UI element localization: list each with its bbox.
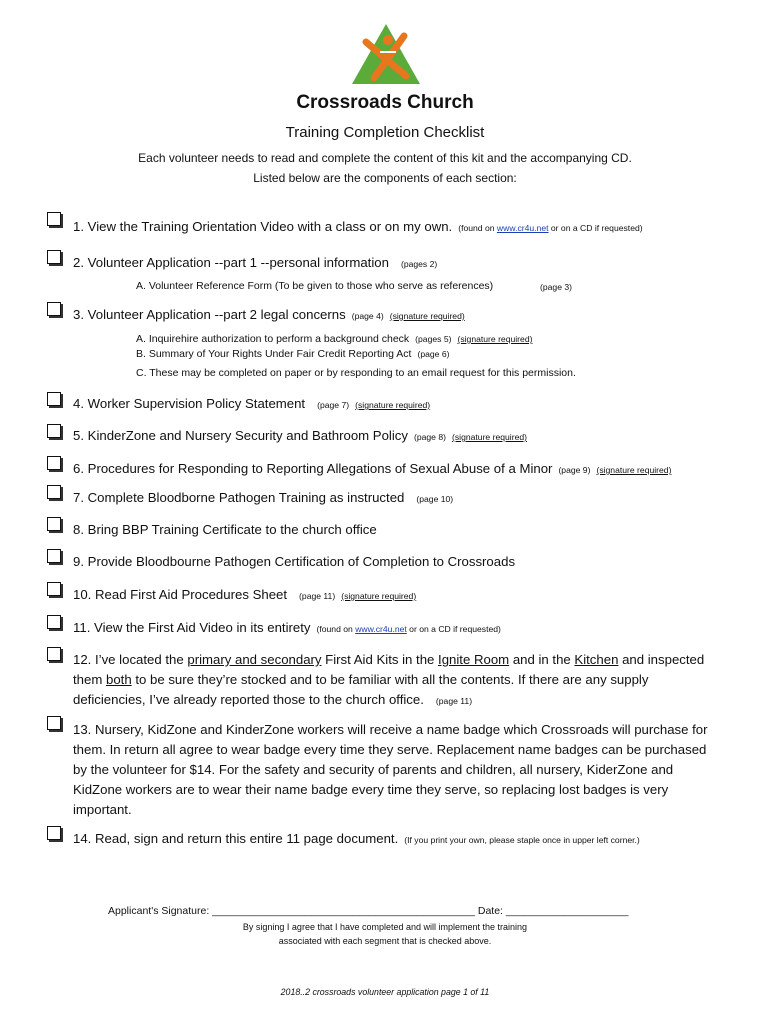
item-11-note-pre: (found on [316,624,356,634]
item-3-text: 3. Volunteer Application --part 2 legal concerns [73,307,346,322]
crossroads-logo [350,22,422,88]
checkbox-item-9[interactable] [47,549,61,563]
item-3-note: (page 4) [351,311,384,321]
applicant-signature-line[interactable]: _____________________________________________ [212,905,475,917]
page-footer: 2018..2 crossroads volunteer application page 1 of 11 [280,987,490,997]
item-10 [73,587,416,602]
item-12 [73,650,723,711]
item-1-link[interactable]: www.cr4u.net [496,223,549,233]
item-12-note: (page 11) [435,696,473,706]
checkbox-item-1[interactable] [47,212,61,226]
item-7-text: 7. Complete Bloodborne Pathogen Training as instructed [73,490,405,505]
checkbox-item-10[interactable] [47,582,61,596]
item-12-u3: Kitchen [574,652,619,667]
item-12-u2: Ignite Room [438,652,510,667]
item-4-req: (signature required) [355,400,431,410]
checkbox-item-11[interactable] [47,615,61,629]
item-2a: A. Volunteer Reference Form (To be given to those who serve as references) [136,280,494,292]
checkbox-item-4[interactable] [47,392,61,406]
intro-line-2: Listed below are the components of each section: [253,171,517,185]
item-7-note: (page 10) [416,494,454,504]
item-12-p5: to be sure they’re stocked and to be familiar with all the contents. If there are any supply deficiencies, I’ve already reported those to the church office. [73,672,649,707]
signature-row [108,905,629,917]
item-4 [73,396,430,411]
item-10-note: (page 11) [299,591,336,601]
page-subtitle: Training Completion Checklist [285,124,485,141]
item-13-text: 13. Nursery, KidZone and KinderZone workers will receive a name badge which Crossroads will purchase for them. In return all agree to wear badge every time they serve. Replacement name badges can be purchased by the volunteer for $14. For the safety and security of parents and children, all nursery, KiderZone and KidZone workers are to wear their name badge every time they serve, so replacing lost badges is very important. [73,722,708,817]
checkbox-item-5[interactable] [47,424,61,438]
item-5-text: 5. KinderZone and Nursery Security and Bathroom Policy [73,428,408,443]
item-11-text: 11. View the First Aid Video in its entirety [73,620,311,635]
checkbox-item-8[interactable] [47,517,61,531]
checkbox-item-12[interactable] [47,647,61,661]
item-6 [73,461,671,476]
item-3a [136,333,532,345]
intro-line-1: Each volunteer needs to read and complete the content of this kit and the accompanying CD. [138,151,632,165]
item-14 [73,831,640,846]
item-5 [73,428,527,443]
item-3 [73,307,465,322]
item-11-note-post: or on a CD if requested) [406,624,501,634]
item-2 [73,255,437,270]
item-3a-note: (pages 5) [415,334,452,344]
signature-note-1: By signing I agree that I have completed and will implement the training [242,922,528,932]
item-2-text: 2. Volunteer Application --part 1 --personal information [73,255,389,270]
item-8-text: 8. Bring BBP Training Certificate to the church office [73,522,377,537]
item-2a-note: (page 3) [540,282,573,292]
item-14-text: 14. Read, sign and return this entire 11 page document. [73,831,399,846]
item-4-note: (page 7) [317,400,350,410]
item-3b-text: B. Summary of Your Rights Under Fair Credit Reporting Act [136,348,412,360]
item-6-req: (signature required) [596,465,672,475]
checkbox-item-6[interactable] [47,456,61,470]
item-5-req: (signature required) [452,432,527,442]
item-5-note: (page 8) [413,432,446,442]
item-3b-note: (page 6) [417,349,450,359]
checkbox-item-7[interactable] [47,485,61,499]
item-12-u1: primary and secondary [187,652,322,667]
item-1-note-post: or on a CD if requested) [548,223,643,233]
item-10-text: 10. Read First Aid Procedures Sheet [73,587,288,602]
item-6-note: (page 9) [558,465,591,475]
signature-note-2: associated with each segment that is checked above. [278,936,492,946]
item-4-text: 4. Worker Supervision Policy Statement [73,396,306,411]
item-12-p3: and in the [509,652,575,667]
page-title: Crossroads Church [296,92,474,113]
date-label: Date: [474,905,506,917]
item-14-note: (If you print your own, please staple once in upper left corner.) [404,835,640,845]
item-11-link[interactable]: www.cr4u.net [355,624,407,634]
checkbox-item-13[interactable] [47,716,61,730]
item-12-u4: both [105,672,132,687]
item-10-req: (signature required) [341,591,417,601]
item-12-p4: and inspected them [73,652,705,687]
item-1-note-pre: (found on [458,223,497,233]
item-3-req: (signature required) [389,311,465,321]
date-line[interactable]: _____________________ [505,905,629,917]
item-9-text: 9. Provide Bloodbourne Pathogen Certification of Completion to Crossroads [73,554,516,569]
item-3c: C. These may be completed on paper or by responding to an email request for this permission. [136,367,576,379]
item-12-p1: 12. I’ve located the [73,652,188,667]
checkbox-item-3[interactable] [47,302,61,316]
item-1 [73,219,643,234]
item-2-note: (pages 2) [400,259,438,269]
item-3a-req: (signature required) [457,334,533,344]
applicant-signature-label: Applicant's Signature: [108,905,213,917]
item-12-p2: First Aid Kits in the [321,652,439,667]
item-7 [73,490,453,505]
checkbox-item-14[interactable] [47,826,61,840]
checkbox-item-2[interactable] [47,250,61,264]
item-1-text: 1. View the Training Orientation Video with a class or on my own. [73,219,453,234]
item-3b [136,348,449,360]
item-3a-text: A. Inquirehire authorization to perform a background check [136,333,410,345]
item-11 [73,620,501,635]
item-6-text: 6. Procedures for Responding to Reporting Allegations of Sexual Abuse of a Minor [73,461,553,476]
